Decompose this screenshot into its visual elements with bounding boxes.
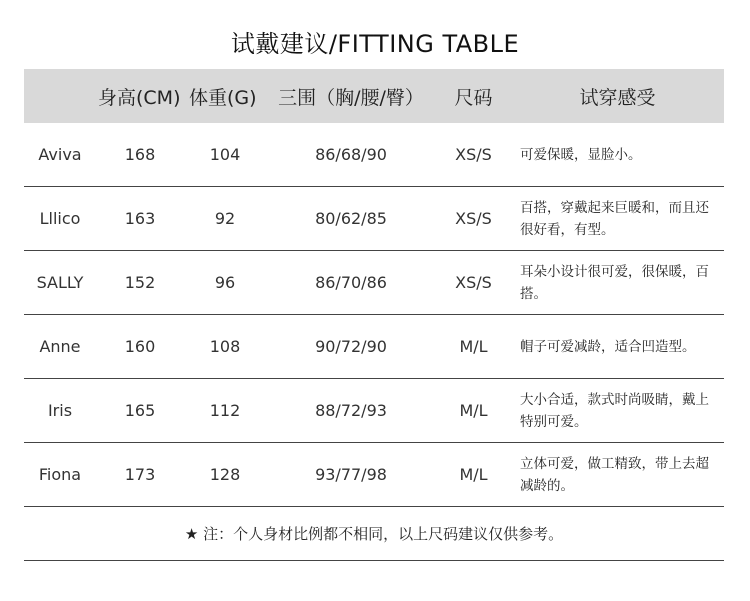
cell-name: Iris <box>47 401 73 420</box>
cell-feel: 帽子可爱减龄，适合凹造型。 <box>520 338 696 355</box>
table-row <box>24 251 724 315</box>
header-weight: 体重(G) <box>189 86 257 109</box>
cell-weight: 96 <box>214 273 236 292</box>
cell-feel: 立体可爱，做工精致，带上去超减龄的。 <box>520 455 709 494</box>
cell-size: XS/S <box>455 209 492 228</box>
cell-measurements: 93/77/98 <box>315 465 387 484</box>
cell-measurements: 88/72/93 <box>315 401 387 420</box>
footnote: ★ 注：个人身材比例都不相同，以上尺码建议仅供参考。 <box>24 507 724 561</box>
cell-weight: 92 <box>214 209 236 228</box>
table-row <box>24 443 724 507</box>
cell-weight: 104 <box>209 145 241 164</box>
cell-height: 163 <box>124 209 156 228</box>
cell-name: SALLY <box>36 273 84 292</box>
cell-feel: 耳朵小设计很可爱，很保暖，百搭。 <box>520 263 709 302</box>
cell-height: 168 <box>124 145 156 164</box>
header-size: 尺码 <box>454 86 493 109</box>
cell-feel: 百搭，穿戴起来巨暖和，而且还很好看，有型。 <box>520 199 709 238</box>
table-row <box>24 379 724 443</box>
cell-feel: 可爱保暖，显脸小。 <box>520 146 642 163</box>
fitting-table <box>24 69 724 561</box>
table-row <box>24 187 724 251</box>
cell-size: XS/S <box>455 145 492 164</box>
cell-weight: 128 <box>209 465 241 484</box>
cell-weight: 108 <box>209 337 241 356</box>
table-row <box>24 315 724 379</box>
cell-name: Fiona <box>38 465 82 484</box>
cell-size: M/L <box>459 337 488 356</box>
header-height: 身高(CM) <box>98 86 181 109</box>
cell-name: Aviva <box>38 145 82 164</box>
header-name <box>24 69 96 123</box>
table-row <box>24 123 724 187</box>
cell-height: 165 <box>124 401 156 420</box>
page-title: 试戴建议/FITTING TABLE <box>230 30 520 58</box>
table-header <box>24 69 724 123</box>
cell-name: Lllico <box>39 209 81 228</box>
cell-measurements: 86/70/86 <box>315 273 387 292</box>
cell-height: 160 <box>124 337 156 356</box>
header-measurements: 三围（胸/腰/臀） <box>278 86 424 109</box>
cell-height: 173 <box>124 465 156 484</box>
cell-size: M/L <box>459 401 488 420</box>
cell-measurements: 90/72/90 <box>315 337 387 356</box>
cell-measurements: 86/68/90 <box>315 145 387 164</box>
cell-weight: 112 <box>209 401 241 420</box>
cell-height: 152 <box>124 273 156 292</box>
cell-name: Anne <box>39 337 81 356</box>
cell-size: XS/S <box>455 273 492 292</box>
cell-measurements: 80/62/85 <box>315 209 387 228</box>
header-feel: 试穿感受 <box>579 86 656 109</box>
cell-feel: 大小合适，款式时尚吸睛，戴上特别可爱。 <box>520 391 709 430</box>
cell-size: M/L <box>459 465 488 484</box>
